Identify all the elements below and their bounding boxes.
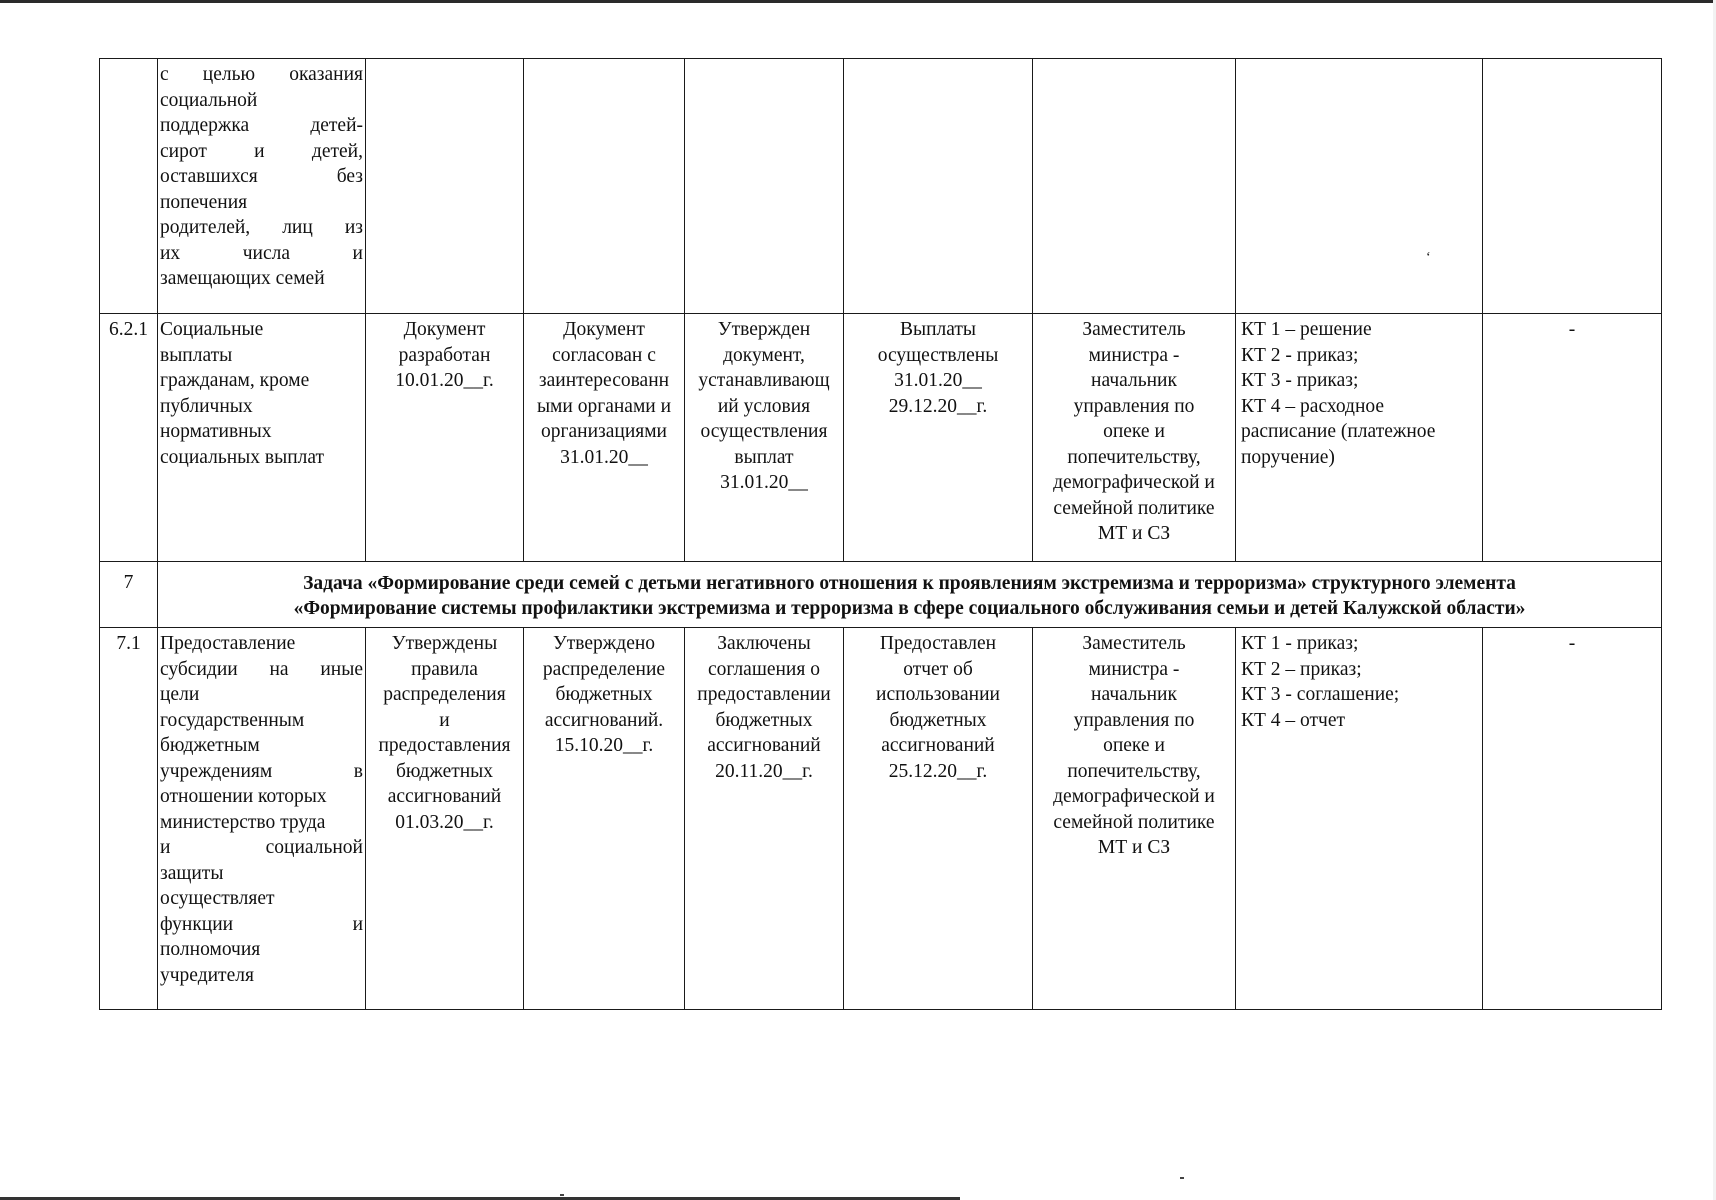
text-line: [160, 215, 363, 241]
text-line: осуществления: [700, 421, 828, 442]
text-word: отношении которых: [160, 786, 327, 807]
text-line: МТ и СЗ: [1097, 837, 1171, 858]
cell-docs: [1236, 59, 1483, 314]
text-word: цели: [160, 684, 200, 705]
text-line: [160, 241, 363, 267]
cell-kt1: [366, 628, 524, 1010]
text-word: социальной: [265, 837, 363, 858]
text-line: заинтересованн: [538, 370, 670, 391]
text-word: на: [269, 658, 289, 680]
checkpoint-3: [687, 631, 841, 784]
text-word: из: [344, 217, 363, 238]
text-word: лиц: [282, 217, 313, 238]
text-line: Выплаты: [899, 319, 977, 340]
text-line: отчет об: [903, 658, 973, 680]
text-line: соглашения о: [708, 658, 820, 680]
text-word: поддержка: [160, 115, 250, 136]
text-line: выплаты: [160, 344, 233, 366]
text-line: КТ 4 – отчет: [1241, 709, 1346, 731]
text-word: их: [160, 242, 181, 264]
cell-kt2: [524, 314, 685, 562]
text-line: 25.12.20__г.: [888, 760, 988, 782]
text-line: министра -: [1088, 344, 1180, 366]
text-line: попечительству,: [1067, 446, 1201, 468]
checkpoint-3: [687, 317, 841, 496]
table-row-continued: [100, 59, 1662, 314]
text-word: полномочия: [160, 939, 261, 960]
text-line: 31.01.20__: [720, 472, 808, 493]
cell-docs: [1236, 314, 1483, 562]
text-line: устанавливающ: [698, 370, 830, 391]
text-line: КТ 2 - приказ;: [1241, 344, 1359, 366]
text-line: ыми органами и: [536, 395, 672, 417]
cell-note: [1483, 59, 1662, 314]
cell-name: [158, 314, 366, 562]
text-line: [160, 657, 363, 683]
text-line: 10.01.20__г.: [395, 370, 494, 391]
text-line: управления по: [1073, 395, 1195, 417]
table-row-6-2-1: [100, 314, 1662, 562]
text-line: [160, 266, 363, 292]
cell-note: -: [1483, 628, 1662, 1010]
text-line: [160, 631, 363, 657]
text-line: ассигнований: [387, 786, 502, 807]
scan-speck: [1180, 1177, 1184, 1179]
text-word: целью: [202, 64, 256, 85]
text-line: семейной политике: [1053, 811, 1215, 833]
cell-responsible: [1033, 628, 1236, 1010]
plan-table: [99, 58, 1662, 1010]
text-line: [160, 886, 363, 912]
activity-name: [160, 62, 363, 292]
text-line: опеке и: [1103, 421, 1165, 442]
cell-kt2: [524, 628, 685, 1010]
text-line: КТ 1 – решение: [1241, 319, 1372, 340]
text-word: социальной: [160, 89, 258, 111]
text-line: и: [439, 709, 450, 731]
cell-kt2: [524, 59, 685, 314]
text-line: Документ: [403, 319, 486, 340]
text-word: учредителя: [160, 964, 254, 986]
checkpoint-1: [368, 631, 521, 835]
text-line: [160, 759, 363, 785]
text-line: [160, 190, 363, 216]
text-line: публичных: [160, 395, 253, 417]
text-line: ассигнований: [881, 735, 995, 756]
text-word: замещающих семей: [160, 268, 325, 289]
text-word: субсидии: [160, 658, 238, 680]
task-title-line-2: «Формирование системы профилактики экстремизма и терроризма в сфере социального обслуживания семьи и детей Калужской области»: [293, 597, 1526, 619]
text-word: защиты: [160, 862, 224, 884]
table-row-task-7: [100, 562, 1662, 628]
text-word: государственным: [160, 709, 305, 731]
cell-name: [158, 628, 366, 1010]
text-line: КТ 3 - соглашение;: [1241, 684, 1400, 705]
text-line: расписание (платежное: [1241, 421, 1436, 442]
responsible-person: [1035, 631, 1233, 861]
text-word: учреждениям: [160, 760, 273, 782]
text-line: [160, 62, 363, 88]
text-line: [160, 963, 363, 989]
text-line: 15.10.20__г.: [554, 735, 654, 756]
task-title-line-1: Задача «Формирование среди семей с детьми негативного отношения к проявлениям экстремизма и терроризма» структурного элемента: [303, 572, 1516, 594]
checkpoint-2: [526, 317, 682, 470]
text-line: разработан: [398, 344, 491, 366]
text-word: осуществляет: [160, 888, 275, 909]
text-line: управления по: [1073, 709, 1195, 731]
text-line: Заключены: [717, 633, 811, 654]
text-line: 29.12.20__г.: [888, 395, 988, 417]
activity-name: [160, 631, 363, 988]
text-line: Документ: [563, 319, 645, 340]
text-line: 31.01.20__: [560, 446, 648, 468]
text-line: министра -: [1088, 658, 1180, 680]
text-word: оказания: [289, 64, 363, 85]
text-word: функции: [160, 913, 234, 935]
text-line: [160, 937, 363, 963]
checkpoint-1: [368, 317, 521, 394]
text-line: [160, 708, 363, 734]
checkpoint-4: [846, 631, 1030, 784]
text-line: [160, 912, 363, 938]
text-line: Предоставлен: [879, 633, 997, 654]
checkpoint-documents: [1241, 317, 1477, 470]
text-word: и: [254, 140, 265, 162]
text-line: КТ 2 – приказ;: [1241, 658, 1362, 680]
text-line: Утвержден: [717, 319, 811, 340]
text-word: бюджетным: [160, 735, 260, 756]
text-line: 31.01.20__: [894, 370, 982, 391]
row-number: 6.2.1: [100, 314, 158, 562]
checkpoint-4: [846, 317, 1030, 419]
text-word: в: [353, 760, 363, 782]
text-line: [160, 835, 363, 861]
table-row-7-1: [100, 628, 1662, 1010]
text-line: [160, 733, 363, 759]
text-line: демографической и: [1053, 472, 1215, 493]
text-word: числа: [242, 242, 291, 264]
text-line: [160, 88, 363, 114]
text-line: КТ 4 – расходное: [1241, 395, 1385, 417]
text-line: [160, 861, 363, 887]
text-line: Утверждены: [391, 633, 498, 654]
text-line: начальник: [1091, 370, 1177, 391]
text-line: [160, 139, 363, 165]
text-line: [160, 682, 363, 708]
text-line: бюджетных: [889, 709, 987, 731]
text-word: попечения: [160, 191, 248, 213]
text-line: начальник: [1091, 684, 1177, 705]
text-line: опеке и: [1103, 735, 1165, 756]
text-line: осуществлены: [877, 344, 999, 366]
cell-responsible: [1033, 59, 1236, 314]
text-line: гражданам, кроме: [160, 370, 310, 391]
scan-speck: [560, 1194, 564, 1196]
task-title: [158, 562, 1662, 628]
text-line: бюджетных: [715, 709, 813, 731]
text-line: попечительству,: [1067, 760, 1201, 782]
text-word: министерство труда: [160, 811, 326, 833]
text-word: иные: [320, 658, 363, 680]
text-word: с: [160, 64, 169, 85]
cell-kt1: [366, 314, 524, 562]
stray-mark: ‘: [1426, 250, 1431, 265]
text-line: Заместитель: [1082, 319, 1186, 340]
cell-kt3: [685, 628, 844, 1010]
text-word: и: [352, 913, 363, 935]
text-line: документ,: [723, 344, 805, 366]
text-word: и: [160, 837, 171, 858]
cell-kt3: [685, 59, 844, 314]
cell-note: -: [1483, 314, 1662, 562]
row-number: 7: [100, 562, 158, 628]
cell-kt4: [844, 628, 1033, 1010]
text-line: МТ и СЗ: [1097, 523, 1171, 544]
text-line: распределения: [383, 684, 506, 705]
text-word: сирот: [160, 140, 207, 162]
text-line: предоставлении: [697, 684, 831, 705]
text-line: Заместитель: [1082, 633, 1186, 654]
text-line: нормативных: [160, 421, 272, 442]
text-line: выплат: [734, 446, 794, 468]
text-line: КТ 1 - приказ;: [1241, 633, 1359, 654]
activity-name: [160, 317, 363, 470]
text-line: бюджетных: [555, 684, 653, 705]
text-line: демографической и: [1053, 786, 1215, 807]
text-line: ий условия: [717, 395, 811, 417]
text-line: 01.03.20__г.: [395, 811, 494, 833]
text-line: [160, 113, 363, 139]
checkpoint-2: [526, 631, 682, 759]
cell-kt1: [366, 59, 524, 314]
text-line: согласован с: [552, 344, 656, 366]
cell-name: [158, 59, 366, 314]
text-line: [160, 164, 363, 190]
text-line: распределение: [542, 658, 666, 680]
text-line: Социальные: [160, 319, 264, 340]
text-line: правила: [411, 658, 478, 680]
scan-edge-top: [0, 0, 1716, 3]
cell-docs: [1236, 628, 1483, 1010]
cell-kt4: [844, 59, 1033, 314]
text-line: ассигнований: [707, 735, 821, 756]
text-word: Предоставление: [160, 633, 296, 654]
cell-kt4: [844, 314, 1033, 562]
cell-num: [100, 59, 158, 314]
text-word: детей,: [311, 140, 363, 162]
cell-kt3: [685, 314, 844, 562]
responsible-person: [1035, 317, 1233, 547]
text-word: без: [336, 166, 363, 187]
text-line: бюджетных: [395, 760, 494, 782]
cell-responsible: [1033, 314, 1236, 562]
text-word: оставшихся: [160, 166, 258, 187]
text-line: организациями: [541, 421, 667, 442]
text-line: использовании: [876, 684, 1000, 705]
text-line: КТ 3 - приказ;: [1241, 370, 1359, 391]
text-line: семейной политике: [1053, 497, 1215, 519]
text-line: [160, 810, 363, 836]
text-line: [160, 784, 363, 810]
row-number: 7.1: [100, 628, 158, 1010]
text-line: 20.11.20__г.: [715, 760, 813, 782]
text-line: ассигнований.: [544, 709, 664, 731]
text-line: социальных выплат: [160, 446, 325, 468]
text-word: и: [352, 242, 363, 264]
text-line: поручение): [1241, 446, 1335, 468]
text-word: родителей,: [160, 217, 251, 238]
text-line: Утверждено: [552, 633, 656, 654]
text-line: предоставления: [378, 735, 511, 756]
text-word: детей-: [310, 115, 363, 136]
checkpoint-documents: [1241, 631, 1477, 733]
